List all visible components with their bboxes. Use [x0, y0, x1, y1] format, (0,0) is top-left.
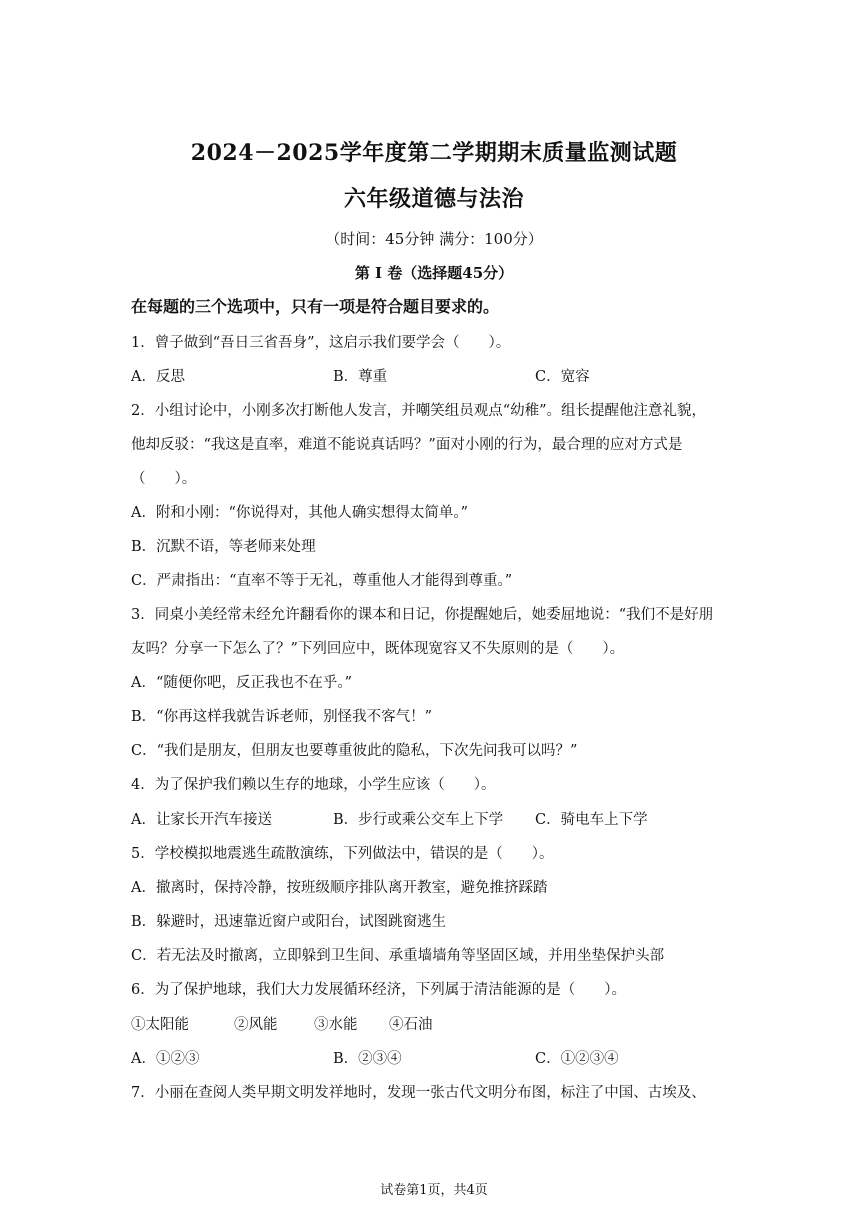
question-7-line-1: 7．小丽在查阅人类早期文明发祥地时，发现一张古代文明分布图，标注了中国、古埃及、 — [131, 1085, 706, 1101]
q1-option-b: B．尊重 — [333, 369, 388, 385]
q6-item-4: ④石油 — [389, 1017, 433, 1033]
q5-option-a: A．撤离时，保持冷静，按班级顺序排队离开教室，避免推挤踩踏 — [131, 880, 548, 896]
q5-option-b: B．躲避时，迅速靠近窗户或阳台，试图跳窗逃生 — [131, 914, 447, 930]
question-6: 6．为了保护地球，我们大力发展循环经济，下列属于清洁能源的是（ ）。 — [131, 982, 626, 998]
q2-option-a: A．附和小刚：“你说得对，其他人确实想得太简单。” — [131, 505, 469, 521]
page-footer: 试卷第1页，共4页 — [380, 1183, 488, 1198]
question-5: 5．学校模拟地震逃生疏散演练，下列做法中，错误的是（ ）。 — [131, 846, 554, 862]
q5-option-c: C．若无法及时撤离，立即躲到卫生间、承重墙墙角等坚固区域，并用坐垫保护头部 — [131, 948, 665, 964]
q1-option-c: C．宽容 — [535, 369, 590, 385]
q6-option-b: B．②③④ — [333, 1051, 402, 1067]
q4-option-b: B．步行或乘公交车上下学 — [333, 812, 504, 828]
q2-option-c: C．严肃指出：“直率不等于无礼，尊重他人才能得到尊重。” — [131, 573, 513, 589]
q2-option-b: B．沉默不语，等老师来处理 — [131, 539, 316, 555]
q6-option-a: A．①②③ — [131, 1051, 200, 1067]
instruction-text: 在每题的三个选项中，只有一项是符合题目要求的。 — [131, 297, 500, 316]
q3-option-a: A．“随便你吧，反正我也不在乎。” — [131, 675, 353, 691]
q6-item-1: ①太阳能 — [131, 1017, 189, 1033]
q1-option-a: A．反思 — [131, 369, 185, 385]
q3-option-b: B．“你再这样我就告诉老师，别怪我不客气！” — [131, 709, 432, 725]
exam-subject: 六年级道德与法治 — [343, 186, 524, 212]
question-2-line-3: （ ）。 — [131, 471, 197, 487]
q6-item-2: ②风能 — [234, 1017, 278, 1033]
q4-option-a: A．让家长开汽车接送 — [131, 812, 272, 828]
exam-title: 2024－2025学年度第二学期期末质量监测试题 — [190, 140, 678, 166]
exam-time-score: （时间：45分钟 满分：100分） — [325, 230, 543, 248]
q3-option-c: C．“我们是朋友，但朋友也要尊重彼此的隐私，下次先问我可以吗？” — [131, 743, 578, 759]
question-3-line-1: 3．同桌小美经常未经允许翻看你的课本和日记，你提醒她后，她委屈地说：“我们不是好朋 — [131, 607, 714, 623]
section-heading: 第 I 卷（选择题45分） — [354, 264, 514, 282]
question-4: 4．为了保护我们赖以生存的地球，小学生应该（ ）。 — [131, 777, 496, 793]
q6-option-c: C．①②③④ — [535, 1051, 619, 1067]
question-2-line-1: 2．小组讨论中，小刚多次打断他人发言，并嘲笑组员观点“幼稚”。组长提醒他注意礼貌， — [131, 403, 707, 419]
question-2-line-2: 他却反驳：“我这是直率，难道不能说真话吗？”面对小刚的行为，最合理的应对方式是 — [131, 437, 683, 453]
q6-item-3: ③水能 — [314, 1017, 358, 1033]
question-3-line-2: 友吗？分享一下怎么了？”下列回应中，既体现宽容又不失原则的是（ ）。 — [131, 641, 625, 657]
question-1: 1．曾子做到“吾日三省吾身”，这启示我们要学会（ ）。 — [131, 335, 511, 351]
q4-option-c: C．骑电车上下学 — [535, 812, 648, 828]
